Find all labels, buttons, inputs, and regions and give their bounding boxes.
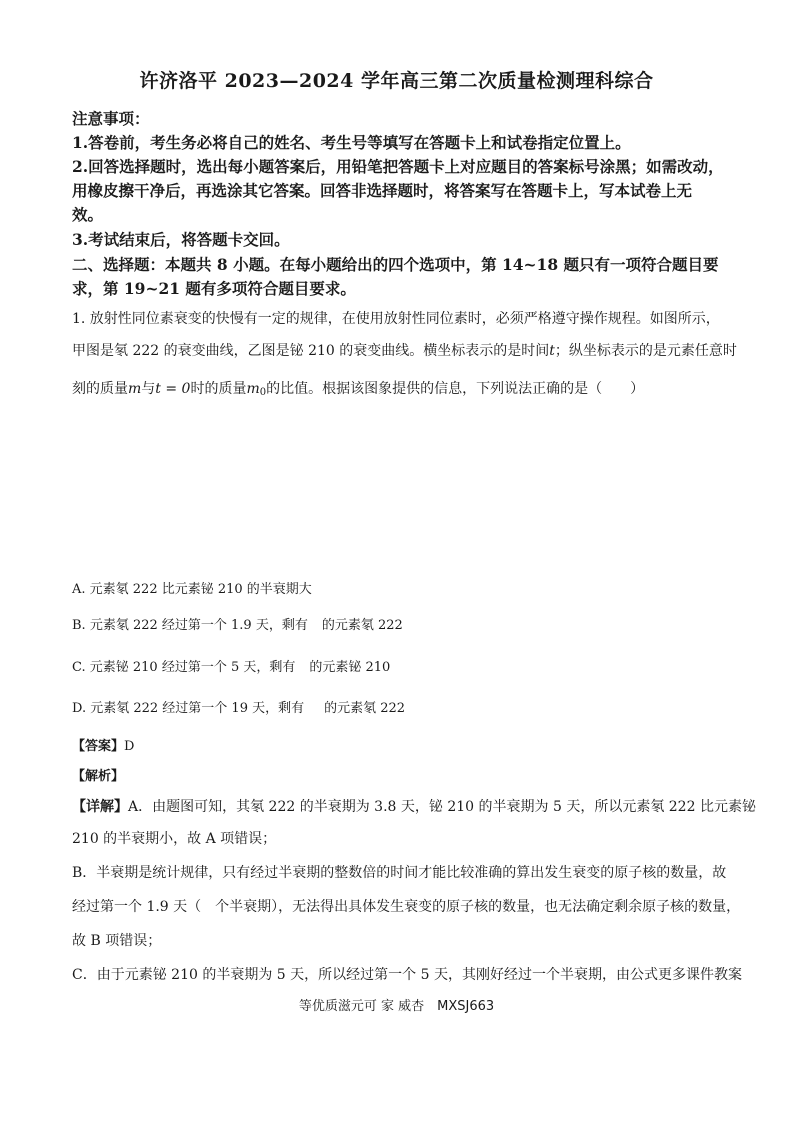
option-d: D. 元素氡 222 经过第一个 19 天，剩有 的元素氡 222 <box>72 701 406 716</box>
question-line-1: 1. 放射性同位素衰变的快慢有一定的规律，在使用放射性同位素时，必须严格遵守操作规程。如图所示， <box>72 311 720 327</box>
option-b: B. 元素氡 222 经过第一个 1.9 天，剩有 的元素氡 222 <box>72 618 403 633</box>
option-a: A. 元素氡 222 比元素铋 210 的半衰期大 <box>72 582 312 597</box>
question-line-2: 甲图是氡 222 的衰变曲线，乙图是铋 210 的衰变曲线。横坐标表示的是时间t；纵坐标表示的是元素任意时 <box>72 343 737 359</box>
answer-value: D <box>124 739 135 754</box>
detail-label: 【详解】 <box>72 799 128 815</box>
question-line-3: 刻的质量m与t = 0时的质量$m_0$的比值。根据该图象提供的信息，下列说法正确的是（ ） <box>72 381 645 398</box>
page-footer: 等优质滋元可 家 威杏 MXSJ663 <box>298 999 495 1014</box>
figure-placeholder <box>72 410 722 560</box>
notice-item-3: 3.考试结束后，将答题卡交回。 <box>72 230 290 249</box>
page-title: 许济洛平 2023—2024 学年高三第二次质量检测理科综合 <box>139 70 654 92</box>
detail-line-6: C．由于元素铋 210 的半衰期为 5 天，所以经过第一个 5 天，其刚好经过一个半衰期，由公式更多课件教案 <box>72 967 742 983</box>
section-heading-line-2: 求，第 19~21 题有多项符合题目要求。 <box>72 279 356 298</box>
notice-item-2-line-2: 用橡皮擦干净后，再选涂其它答案。回答非选择题时，将答案写在答题卡上，写本试卷上无 <box>72 181 693 200</box>
notice-item-2-line-1: 2.回答选择题时，选出每小题答案后，用铅笔把答题卡上对应题目的答案标号涂黑；如需改动， <box>72 157 724 176</box>
notice-item-1: 1.答卷前，考生务必将自己的姓名、考生号等填写在答题卡上和试卷指定位置上。 <box>72 133 631 152</box>
answer-line <box>72 735 134 754</box>
option-c: C. 元素铋 210 经过第一个 5 天，剩有 的元素铋 210 <box>72 660 391 675</box>
detail-line-3: B．半衰期是统计规律，只有经过半衰期的整数倍的时间才能比较准确的算出发生衰变的原子核的数量，故 <box>72 865 727 881</box>
detail-line-1: 【详解】A．由题图可知，其氡 222 的半衰期为 3.8 天，铋 210 的半衰期为 5 天，所以元素氡 222 比元素铋 <box>72 799 756 815</box>
detail-line-4: 经过第一个 1.9 天（ 个半衰期），无法得出具体发生衰变的原子核的数量，也无法确定剩余原子核的数量， <box>72 899 741 915</box>
variable-t: t <box>549 343 555 359</box>
notice-item-2-line-3: 效。 <box>72 205 104 224</box>
section-heading-line-1: 二、选择题：本题共 8 小题。在每小题给出的四个选项中，第 14~18 题只有一项符合题目要 <box>72 255 719 274</box>
equation-t-zero: t = 0 <box>155 381 191 397</box>
variable-m0: m <box>246 381 260 397</box>
notice-heading: 注意事项： <box>72 109 150 128</box>
detail-line-5: 故 B 项错误； <box>72 933 162 949</box>
answer-label: 【答案】 <box>72 739 125 754</box>
analysis-label: 【解析】 <box>72 769 125 784</box>
variable-m: m <box>128 381 142 397</box>
detail-line-2: 210 的半衰期小，故 A 项错误； <box>72 831 277 847</box>
